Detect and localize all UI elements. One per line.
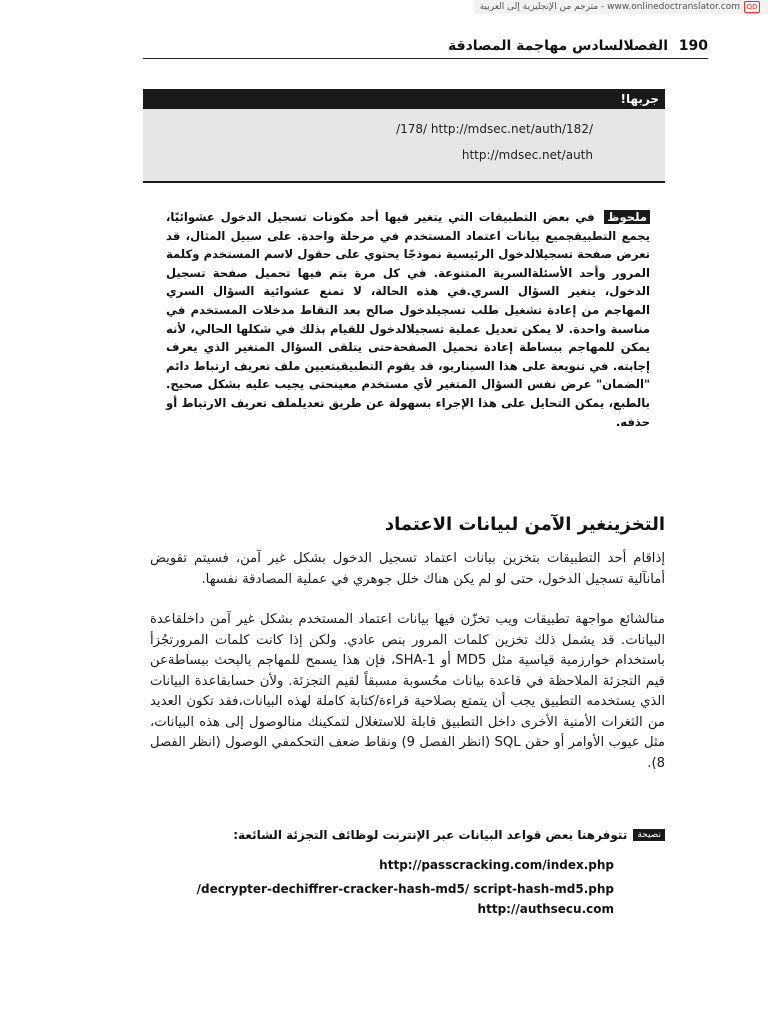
translator-banner: [474, 0, 768, 14]
try-it-url[interactable]: /178/ http://mdsec.net/auth/182/: [396, 122, 593, 136]
section-heading: التخزينغير الآمن لبيانات الاعتماد: [384, 514, 665, 535]
note-block: [166, 208, 650, 431]
try-it-header: [143, 89, 665, 109]
tip-block: [233, 828, 665, 842]
page-number: 190: [678, 38, 708, 54]
body-paragraph: منالشائع مواجهة تطبيقات ويب تخزّن فيها بيانات اعتماد المستخدم بشكل غير آمن داخلقاعدة البيانات. قد يشمل ذلك تخزين كلمات المرور بنص عادي. ولكن إذا كانت كلمات المرورتجُزأ باستخدام خوارزمية قياسية مثل MD5 أو SHA-1، فإن هذا يسمح للمهاجم بالبحث ببساطةعن قيم التجزئة الملاحظة في قاعدة بيانات محُسوبة مسبقاً لقيم التجزئة. ولأن حسابقاعدة البيانات الذي يستخدمه التطبيق يجب أن يتمتع بصلاحية قراءة/كتابة كاملة لهذه البيانات،فقد تكون العديد من الثغرات الأمنية الأخرى داخل التطبيق قابلة للاستغلال لتمكينك منالوصول إلى هذه البيانات، مثل عيوب الأوامر أو حقن SQL (انظر الفصل 9) ونقاط ضعف التحكمفي الوصول (انظر الفصل 8).: [150, 612, 665, 771]
translator-banner-text[interactable]: www.onlinedoctranslator.com - مترجم من الإنجليزية إلى العربية: [479, 2, 740, 12]
note-text: في بعض التطبيقات التي يتغير فيها أحد مكونات تسجيل الدخول عشوائيًا، يجمع التطبيقجميع بيانات اعتماد المستخدم في مرحلة واحدة. على سبيل المثال، قد تعرض صفحة تسجيلالدخول الرئيسية نموذجًا يحتوي على حقول لاسم المستخدم وكلمة المرور وأحد الأسئلةالسرية المتنوعة. في كل مرة يتم فيها تحميل صفحة تسجيل الدخول، يتغير السؤال السري.في هذه الحالة، لا تمنع عشوائية السؤال السري المهاجم من إعادة تشغيل طلب تسجيلدخول صالح بعد التقاط مدخلات المستخدم في مناسبة واحدة. لا يمكن تعديل عملية تسجيلالدخول للقيام بذلك في شكلها الحالي، لأنه يمكن للمهاجم ببساطة إعادة تحميل الصفحةحتى يتلقى السؤال المتغير الذي يعرف إجابته. في تنويعة على هذا السيناريو، قد يقوم التطبيقبتعيين ملف تعريف ارتباط دائم "الضمان" عرض نفس السؤال المتغير لأي مستخدم معينحتى يجيب عليه بشكل صحيح. بالطبع، يمكن التحايل على هذا الإجراء بسهولة عن طريق تعديلملف تعريف الارتباط أو حذفه.: [166, 210, 650, 429]
try-it-box: [143, 109, 665, 183]
body-paragraph: إذاقام أحد التطبيقات بتخزين بيانات اعتماد تسجيل الدخول بشكل غير آمن، فسيتم تقويض أمانآلية تسجيل الدخول، حتى لو لم يكن هناك خلل جوهري في عملية المصادقة نفسها.: [150, 551, 665, 587]
hash-db-link[interactable]: http://authsecu.com: [477, 902, 614, 916]
hash-db-link[interactable]: /decrypter-dechiffrer-cracker-hash-md5/ script-hash-md5.php: [196, 882, 614, 896]
try-it-url[interactable]: http://mdsec.net/auth: [461, 148, 593, 162]
try-it-title: جربها!: [620, 92, 659, 106]
chapter-title: الفصلالسادس مهاجمة المصادقة: [447, 38, 668, 54]
tip-text: تتوفرهنا بعض قواعد البيانات عبر الإنترنت لوظائف التجزئة الشائعة:: [233, 828, 628, 842]
tip-label: نصيحة: [633, 829, 665, 841]
note-label: ملحوظ: [604, 210, 650, 224]
doc-translator-logo-icon: OD: [744, 1, 760, 13]
hash-db-link[interactable]: http://passcracking.com/index.php: [379, 858, 614, 872]
page-header: [143, 38, 708, 59]
